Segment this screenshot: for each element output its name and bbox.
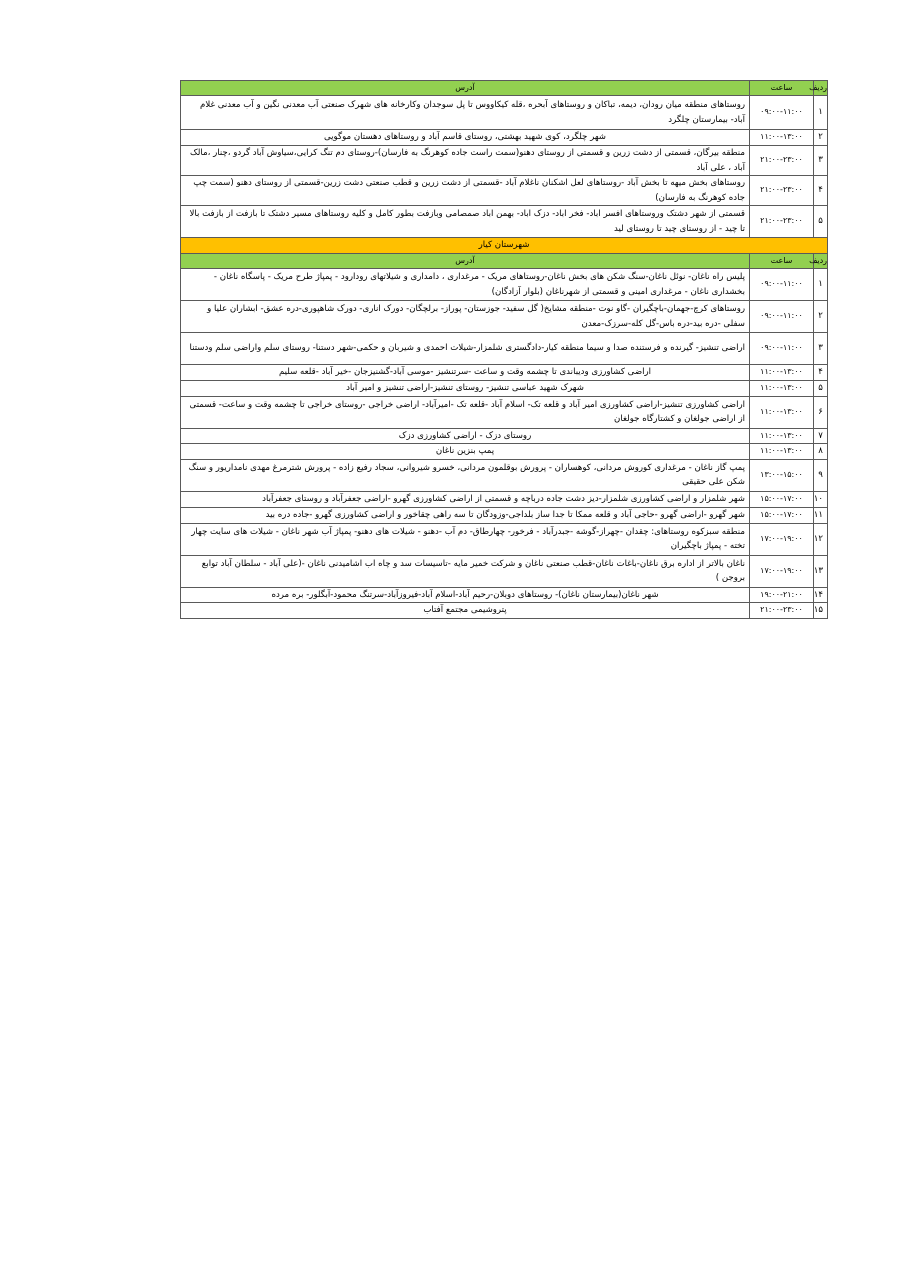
row-address: قسمتی از شهر دشتک وروستاهای افسر اباد- فخر اباد- دزک اباد- بهمن اباد صمصامی وبازفت بطور کامل و کلیه روستاهای مسیر دشتک تا بازفت از بازفت بالا تا چید - از روستای چید تا روستای لید bbox=[181, 206, 750, 238]
row-time: ۱۳:۰۰-۱۵:۰۰ bbox=[750, 459, 814, 491]
row-time: ۲۱:۰۰-۲۳:۰۰ bbox=[750, 206, 814, 238]
row-address: منطقه سبزکوه روستاهای: چقدان -چهراز-گوشه -جبدرآباد - فرخور- چهارطاق- دم آب -دهنو - شیلات های دهنو- پمپاژ آب شهر ناغان - شیلات های سایت چهار تخته - پمپاژ باچگیران bbox=[181, 523, 750, 555]
row-num: ۷ bbox=[814, 428, 828, 444]
section-title: شهرستان کیار bbox=[181, 238, 828, 254]
row-time: ۱۱:۰۰-۱۳:۰۰ bbox=[750, 396, 814, 428]
table-header-row bbox=[181, 254, 828, 269]
row-address: ناغان بالاتر از اداره برق ناغان-باغات ناغان-قطب صنعتی ناغان و شرکت خمیر مایه -تاسیسات سد و چاه اب اشامیدنی ناغان -(علی آباد - سلطان آباد توابع بروجن ) bbox=[181, 555, 750, 587]
row-time: ۱۵:۰۰-۱۷:۰۰ bbox=[750, 491, 814, 507]
header-num: ردیف bbox=[814, 81, 828, 96]
row-address: پتروشیمی مجتمع آفتاب bbox=[181, 603, 750, 619]
row-num: ۱۰ bbox=[814, 491, 828, 507]
table-row bbox=[181, 146, 828, 176]
row-address: روستاهای بخش میهه تا بخش آباد -روستاهای لعل اشکنان ناغلام آباد -قسمتی از دشت زرین و قطب صنعتی دشت زرین-قسمتی از روستای دهنو (سمت چپ جاده کوهرنگ به فارسان) bbox=[181, 176, 750, 206]
row-num: ۱۱ bbox=[814, 507, 828, 523]
row-address: شهرک شهید عباسی تنشیز- روستای تنشیز-اراضی تنشیز و امیر آباد bbox=[181, 381, 750, 397]
row-address: روستاهای منطقه میان رودان، دیمه، تباکان و روستاهای آبحره ،قله کیکاووس تا پل سوجدان وکارخانه های شهرک صنعتی آب معدنی نگین و آب معدنی غلام آباد- بیمارستان چلگرد bbox=[181, 96, 750, 130]
row-address: روستای دزک - اراضی کشاورزی دزک bbox=[181, 428, 750, 444]
table-header-row bbox=[181, 81, 828, 96]
outage-schedule-table bbox=[180, 80, 828, 619]
row-num: ۲ bbox=[814, 301, 828, 333]
row-time: ۱۱:۰۰-۱۳:۰۰ bbox=[750, 365, 814, 381]
header-time: ساعت bbox=[750, 254, 814, 269]
row-num: ۵ bbox=[814, 381, 828, 397]
row-time: ۲۱:۰۰-۲۳:۰۰ bbox=[750, 176, 814, 206]
row-num: ۱۵ bbox=[814, 603, 828, 619]
table-row bbox=[181, 96, 828, 130]
row-time: ۱۹:۰۰-۲۱:۰۰ bbox=[750, 587, 814, 603]
table-row bbox=[181, 428, 828, 444]
row-num: ۳ bbox=[814, 146, 828, 176]
table-row bbox=[181, 507, 828, 523]
row-time: ۱۱:۰۰-۱۳:۰۰ bbox=[750, 130, 814, 146]
row-num: ۹ bbox=[814, 459, 828, 491]
row-num: ۴ bbox=[814, 365, 828, 381]
row-time: ۲۱:۰۰-۲۳:۰۰ bbox=[750, 146, 814, 176]
row-address: روستاهای کرچ-جهمان-باچگیران -گاو نوت -منطقه مشایخ( گل سفید- جوزستان- پوراز- برلچگان- دورک اناری- دورک شاهپوری-دره عشق- ابشاران علیا و سفلی -دره بید-دره باس-گل کله-سرزک-معدن bbox=[181, 301, 750, 333]
table-row bbox=[181, 206, 828, 238]
table-row bbox=[181, 381, 828, 397]
row-time: ۰۹:۰۰-۱۱:۰۰ bbox=[750, 333, 814, 365]
header-time: ساعت bbox=[750, 81, 814, 96]
row-time: ۱۷:۰۰-۱۹:۰۰ bbox=[750, 523, 814, 555]
table-row bbox=[181, 444, 828, 460]
row-num: ۱۳ bbox=[814, 555, 828, 587]
table-row bbox=[181, 603, 828, 619]
table-row bbox=[181, 176, 828, 206]
row-time: ۱۱:۰۰-۱۳:۰۰ bbox=[750, 428, 814, 444]
row-time: ۲۱:۰۰-۲۳:۰۰ bbox=[750, 603, 814, 619]
row-address: منطقه بیرگان، قسمتی از دشت زرین و قسمتی از روستای دهنو(سمت راست جاده کوهرنگ به فارسان)-روستای دم تنگ کرایی،سیاوش آباد گردو ،چنار ،مالک آباد ، علی آباد bbox=[181, 146, 750, 176]
row-num: ۱۲ bbox=[814, 523, 828, 555]
row-time: ۱۱:۰۰-۱۳:۰۰ bbox=[750, 381, 814, 397]
table-row bbox=[181, 269, 828, 301]
row-num: ۲ bbox=[814, 130, 828, 146]
row-num: ۱ bbox=[814, 96, 828, 130]
row-address: شهر ناغان(بیمارستان ناغان)- روستاهای دوبلان-رحیم آباد-اسلام آباد-فیروزآباد-سرتنگ محمود-آبگلور- بره مرده bbox=[181, 587, 750, 603]
row-num: ۱۴ bbox=[814, 587, 828, 603]
row-address: پمپ بنزین ناغان bbox=[181, 444, 750, 460]
row-num: ۴ bbox=[814, 176, 828, 206]
row-address: شهر شلمزار و اراضی کشاورزی شلمزار-دیز دشت جاده درباچه و قسمتی از اراضی کشاورزی گهرو -اراضی جعفرآباد و روستای جعفرآباد bbox=[181, 491, 750, 507]
table-row bbox=[181, 301, 828, 333]
table-row bbox=[181, 491, 828, 507]
row-address: پلیس راه ناغان- نوئل ناغان-سنگ شکن های بخش ناغان-روستاهای مریک - مرغداری ، دامداری و شیلاتهای رودارود - پمپاژ طرح مریک - پاسگاه ناغان - بخشداری ناغان - مرغداری امینی و قسمتی از شهرناغان (بلوار آزادگان) bbox=[181, 269, 750, 301]
row-time: ۰۹:۰۰-۱۱:۰۰ bbox=[750, 301, 814, 333]
row-address: اراضی کشاورزی تنشیز-اراضی کشاورزی امیر آباد و قلعه تک- اسلام آباد -قلعه تک -امیرآباد- اراضی خراجی -روستای خراجی تا چشمه وقت و ساعت- قسمتی از اراضی جولغان و کشتارگاه جولغان bbox=[181, 396, 750, 428]
header-num: ردیف bbox=[814, 254, 828, 269]
table-row bbox=[181, 333, 828, 365]
section-header-row bbox=[181, 238, 828, 254]
row-time: ۱۱:۰۰-۱۳:۰۰ bbox=[750, 444, 814, 460]
row-time: ۱۵:۰۰-۱۷:۰۰ bbox=[750, 507, 814, 523]
row-num: ۸ bbox=[814, 444, 828, 460]
row-num: ۱ bbox=[814, 269, 828, 301]
table-row bbox=[181, 365, 828, 381]
row-time: ۰۹:۰۰-۱۱:۰۰ bbox=[750, 96, 814, 130]
row-address: پمپ گاز ناغان - مرغداری کوروش مردانی، کوهساران - پرورش بوقلمون مردانی، خسرو شیروانی، سجاد رفیع زاده - پرورش شترمرغ مهدی نامداریور و سنگ شکن علی حقیقی bbox=[181, 459, 750, 491]
table-row bbox=[181, 130, 828, 146]
row-num: ۶ bbox=[814, 396, 828, 428]
table-row bbox=[181, 587, 828, 603]
header-address: آدرس bbox=[181, 254, 750, 269]
row-time: ۰۹:۰۰-۱۱:۰۰ bbox=[750, 269, 814, 301]
table-row bbox=[181, 396, 828, 428]
row-num: ۳ bbox=[814, 333, 828, 365]
row-address: شهر چلگرد، کوی شهید بهشتی، روستای قاسم آباد و روستاهای دهستان موگویی bbox=[181, 130, 750, 146]
header-address: آدرس bbox=[181, 81, 750, 96]
table-row bbox=[181, 555, 828, 587]
row-num: ۵ bbox=[814, 206, 828, 238]
table-row bbox=[181, 523, 828, 555]
schedule-page bbox=[180, 80, 828, 619]
row-time: ۱۷:۰۰-۱۹:۰۰ bbox=[750, 555, 814, 587]
row-address: اراضی کشاورزی ودیباندی تا چشمه وقت و ساعت -سرتنشیز -موسی آباد-گشنیزجان -خیر آباد -قلعه سلیم bbox=[181, 365, 750, 381]
row-address: شهر گهرو -اراضی گهرو -حاجی آباد و قلعه ممکا تا جدا ساز بلداجی-وزودگان تا سه راهی چقاخور و اراضی کشاورزی گهرو -جاده دره بید bbox=[181, 507, 750, 523]
table-row bbox=[181, 459, 828, 491]
row-address: اراضی تنشیز- گیرنده و فرستنده صدا و سیما منطقه کیار-دادگستری شلمزار-شیلات احمدی و شیربان و حکمی-شهر دستنا- روستای سلم واراضی سلم ودستنا bbox=[181, 333, 750, 365]
